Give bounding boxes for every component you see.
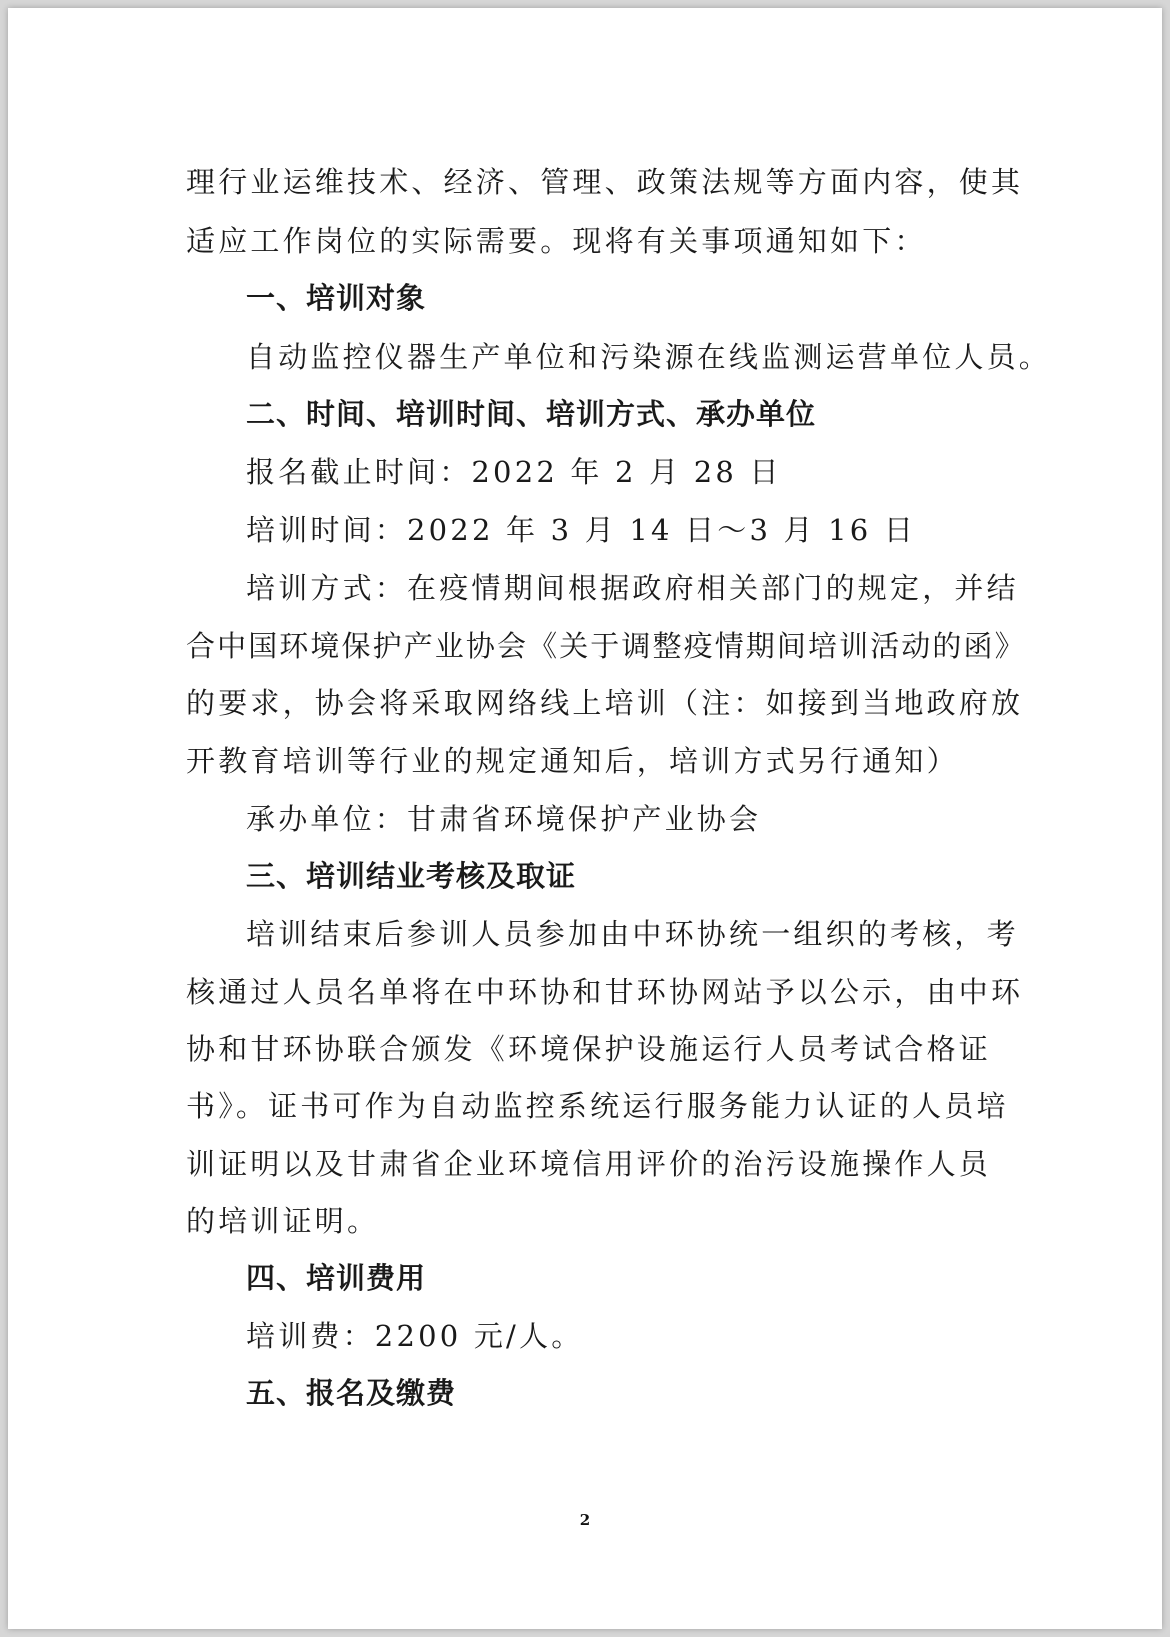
page-number: 2 xyxy=(579,1511,591,1529)
section-heading-3: 三、培训结业考核及取证 xyxy=(246,859,577,893)
section-heading-5: 五、报名及缴费 xyxy=(246,1376,457,1410)
body-text-line: 核通过人员名单将在中环协和甘环协网站予以公示，由中环 xyxy=(186,975,1024,1009)
body-text-line: 书》。证书可作为自动监控系统运行服务能力认证的人员培 xyxy=(186,1089,1009,1123)
body-text-line: 报名截止时间：2022 年 2 月 28 日 xyxy=(246,455,782,489)
document-page xyxy=(8,8,1162,1629)
body-text-line: 培训结束后参训人员参加由中环协统一组织的考核，考 xyxy=(246,917,1019,951)
section-heading-2: 二、时间、培训时间、培训方式、承办单位 xyxy=(246,397,817,431)
body-text-line: 的培训证明。 xyxy=(186,1204,380,1238)
body-text-line: 开教育培训等行业的规定通知后，培训方式另行通知） xyxy=(186,744,959,778)
body-text-line: 理行业运维技术、经济、管理、政策法规等方面内容，使其 xyxy=(186,165,1024,199)
section-heading-4: 四、培训费用 xyxy=(246,1261,427,1295)
body-text-line: 的要求，协会将采取网络线上培训（注：如接到当地政府放 xyxy=(186,686,1024,720)
body-text-line: 培训方式：在疫情期间根据政府相关部门的规定，并结 xyxy=(246,571,1019,605)
body-text-line: 承办单位：甘肃省环境保护产业协会 xyxy=(246,802,762,836)
body-text-line: 适应工作岗位的实际需要。现将有关事项通知如下： xyxy=(186,224,927,258)
body-text-line: 培训费：2200 元/人。 xyxy=(246,1319,584,1353)
section-heading-1: 一、培训对象 xyxy=(246,281,427,315)
body-text-line: 合中国环境保护产业协会《关于调整疫情期间培训活动的函》 xyxy=(186,629,1026,663)
body-text-line: 培训时间：2022 年 3 月 14 日～3 月 16 日 xyxy=(246,513,917,547)
body-text-line: 训证明以及甘肃省企业环境信用评价的治污设施操作人员 xyxy=(186,1147,992,1181)
body-text-line: 协和甘环协联合颁发《环境保护设施运行人员考试合格证 xyxy=(186,1032,992,1066)
body-text-line: 自动监控仪器生产单位和污染源在线监测运营单位人员。 xyxy=(246,340,1052,374)
